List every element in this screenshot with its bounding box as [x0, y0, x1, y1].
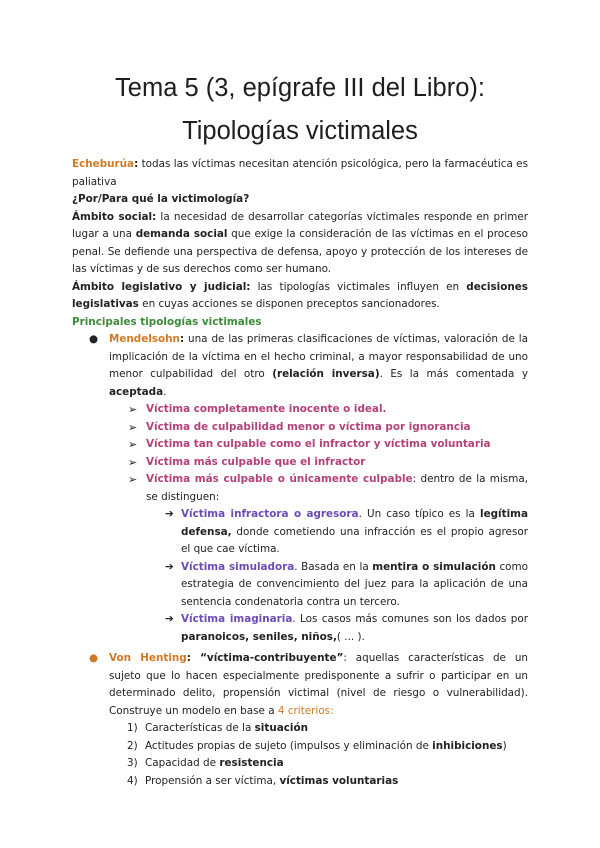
intro-text: todas las víctimas necesitan atención psicológica, pero la farmacéutica es paliativa	[72, 158, 528, 188]
list-item-type: ➢ Víctima tan culpable como el infractor y víctima voluntaria	[72, 436, 528, 454]
arrow-icon: ➢	[128, 420, 138, 434]
legal-paragraph: Ámbito legislativo y judicial: las tipologías victimales influyen en decisiones legislativas en cuyas acciones se disponen preceptos sancionadores.	[72, 280, 528, 310]
author-von-henting: Von Henting	[109, 652, 187, 664]
list-item-type: ➢ Víctima más culpable o únicamente culpable: dentro de la misma, se distinguen:	[128, 473, 529, 503]
list-item-type: ➢ Víctima completamente inocente o ideal.	[72, 401, 528, 419]
criteria-label: 4 criterios	[277, 704, 331, 717]
list-item-subtype: ➔ Víctima simuladora. Basada en la mentira o simulación como estrategia de convencimiento del juez para la aplicación de una sentencia condenatoria contra un tercero.	[165, 560, 528, 608]
criteria-item: 3) Capacidad de resistencia	[127, 757, 284, 769]
arrow-icon: ➢	[128, 403, 138, 416]
author-mendelsohn: Mendelsohn	[109, 333, 180, 345]
document-body	[72, 156, 528, 790]
list-item-mendelsohn: ● Mendelsohn: una de las primeras clasificaciones de víctimas, valoración de la implicación de la víctima en el hecho criminal, a mayor responsabilidad de uno menor culpabilidad del otro (relación inversa). Es la más comentada y aceptada.	[89, 333, 528, 398]
question-heading: ¿Por/Para qué la victimología?	[72, 193, 250, 205]
arrow-icon: ➢	[128, 455, 138, 469]
list-item-subtype: ➔ Víctima infractora o agresora. Un caso típico es la legítima defensa, donde cometiendo una infracción es el propio agresor el que cae víctima.	[165, 508, 528, 555]
bullet-icon: ●	[89, 333, 99, 345]
arrow-icon: ➢	[128, 473, 138, 486]
criteria-item: 4) Propensión a ser víctima, víctimas voluntarias	[127, 774, 399, 787]
list-item-type: ➢ Víctima de culpabilidad menor o víctima por ignorancia	[72, 419, 528, 437]
criteria-item: 2) Actitudes propias de sujeto (impulsos y eliminación de inhibiciones)	[127, 739, 507, 752]
right-arrow-icon: ➔	[165, 560, 174, 573]
bullet-icon: ●	[89, 652, 99, 664]
section-heading: Principales tipologías victimales	[72, 315, 262, 328]
right-arrow-icon: ➔	[165, 508, 174, 520]
arrow-icon: ➢	[128, 438, 138, 451]
list-item-subtype: ➔ Víctima imaginaria. Los casos más comunes son los dados por paranoicos, seniles, niños,( ... ).	[165, 613, 528, 643]
list-item-type: ➢ Víctima más culpable que el infractor	[72, 454, 528, 472]
author-echeburua: Echeburúa	[72, 158, 135, 170]
criteria-item: 1) Características de la situación	[127, 722, 309, 734]
intro-paragraph: Echeburúa: todas las víctimas necesitan atención psicológica, pero la farmacéutica es paliativa	[72, 158, 528, 188]
social-paragraph: Ámbito social: la necesidad de desarrollar categorías victimales responde en primer lugar a una demanda social que exige la consideración de las víctimas en el proceso penal. Se defiende una perspectiva de defensa, apoyo y protección de los intereses de las víctimas y de sus derechos como ser humano.	[72, 210, 528, 275]
page-title-line2: Tipologías victimales	[182, 117, 418, 145]
social-label: Ámbito social:	[72, 210, 157, 223]
list-item-von-henting: ● Von Henting: “víctima-contribuyente”: aquellas características de un sujeto que lo hacen especialmente predisponente a sufrir o participar en un determinado delito, propensión victimal (nivel de riesgo o vulnerabilidad). Construye un modelo en base a 4 criterios:	[89, 652, 528, 717]
right-arrow-icon: ➔	[165, 613, 174, 625]
legal-label: Ámbito legislativo y judicial:	[72, 280, 251, 293]
page-title-line1: Tema 5 (3, epígrafe III del Libro):	[115, 74, 485, 102]
